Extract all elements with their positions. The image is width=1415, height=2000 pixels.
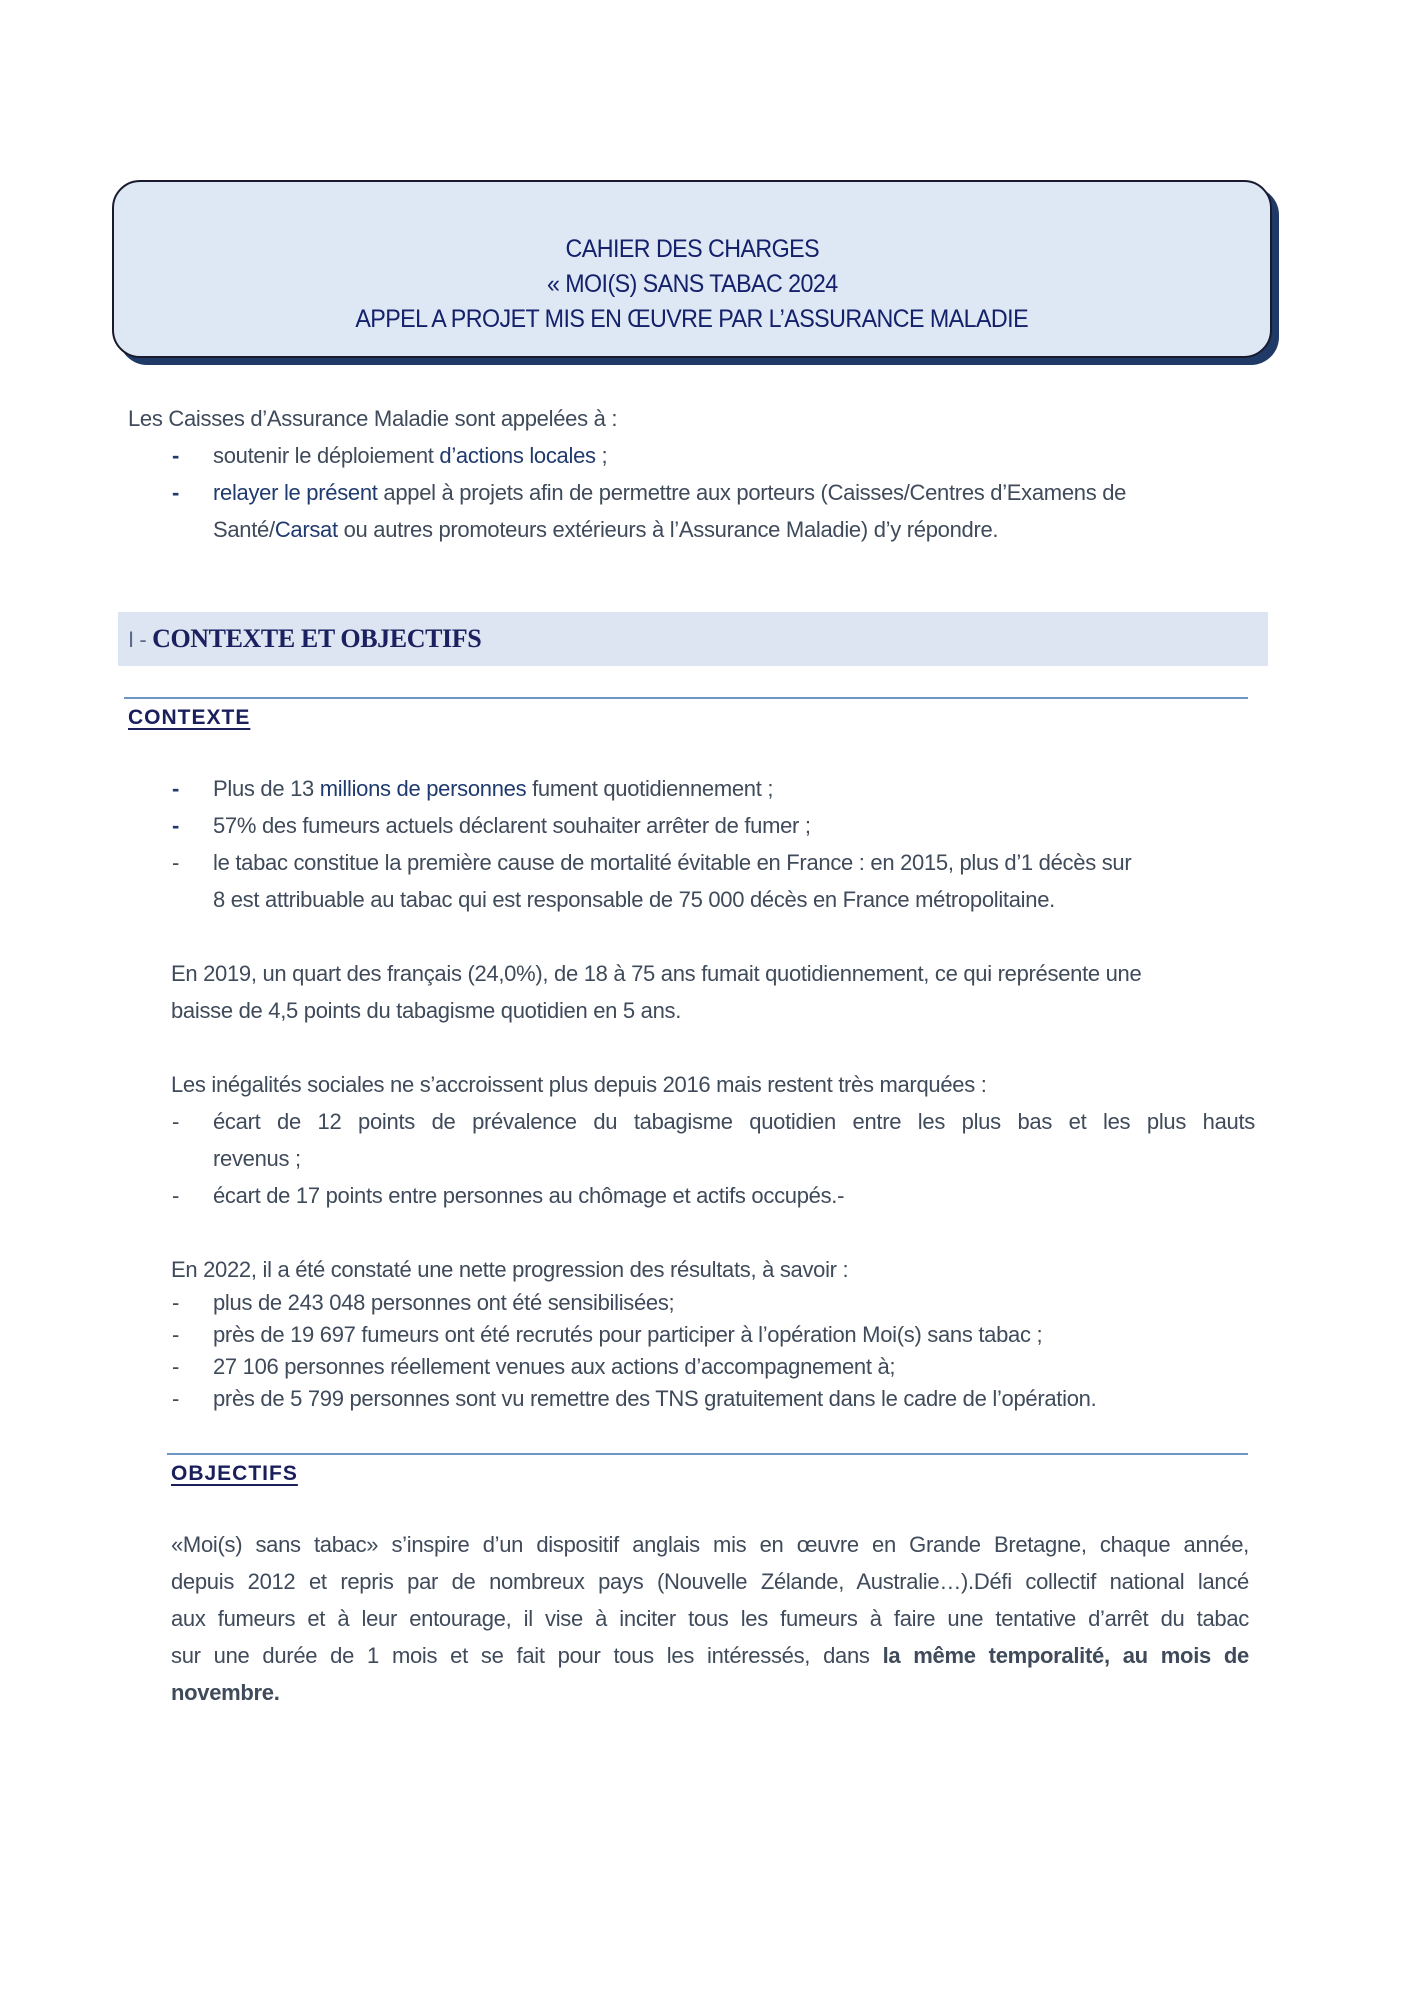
text: ; <box>595 443 608 468</box>
para-2019-line2: baisse de 4,5 points du tabagisme quotidien en 5 ans. <box>171 998 682 1023</box>
text: appel à projets afin de permettre aux porteurs (Caisses/Centres d’Examens de <box>377 480 1127 505</box>
para-2019-line1: En 2019, un quart des français (24,0%), de 18 à 75 ans fumait quotidiennement, ce qui représente une <box>171 961 1142 986</box>
text: soutenir le déploiement <box>213 443 440 468</box>
objectifs-line-2: depuis 2012 et repris par de nombreux pays (Nouvelle Zélande, Australie…).Défi collectif national lancé <box>171 1569 1249 1594</box>
intro-bullet-2-cont <box>213 511 998 548</box>
text: Plus de 13 <box>213 776 320 801</box>
title-line-3: APPEL A PROJET MIS EN ŒUVRE PAR L’ASSURANCE MALADIE <box>355 304 1029 333</box>
bullet-dash: - <box>172 480 180 505</box>
results-lead: En 2022, il a été constaté une nette progression des résultats, à savoir : <box>171 1257 849 1282</box>
text: sur une durée de 1 mois et se fait pour tous les intéressés, dans <box>171 1643 883 1668</box>
contexte-bullet-3: le tabac constitue la première cause de mortalité évitable en France : en 2015, plus d’1 décès sur <box>213 850 1132 875</box>
bullet-dash: - <box>172 813 180 838</box>
bullet-dash: - <box>172 776 180 801</box>
title-line-1: CAHIER DES CHARGES <box>565 234 819 263</box>
section-heading <box>128 620 481 659</box>
bold-text: la même temporalité, au mois de <box>882 1643 1249 1668</box>
result-3: 27 106 personnes réellement venues aux actions d’accompagnement à; <box>213 1354 896 1379</box>
bullet-dash: - <box>172 1354 180 1379</box>
contexte-bullet-1 <box>213 770 773 807</box>
divider-rule <box>167 1453 1248 1455</box>
intro-bullet-1 <box>213 437 607 474</box>
bullet-dash: - <box>172 1290 180 1315</box>
inequality-1-cont: revenus ; <box>213 1146 301 1171</box>
section-number: I - <box>128 627 153 652</box>
divider-rule <box>124 697 1248 699</box>
result-2: près de 19 697 fumeurs ont été recrutés pour participer à l’opération Moi(s) sans tabac ; <box>213 1322 1043 1347</box>
result-4: près de 5 799 personnes sont vu remettre des TNS gratuitement dans le cadre de l’opération. <box>213 1386 1097 1411</box>
inequality-1: écart de 12 points de prévalence du tabagisme quotidien entre les plus bas et les plus hauts <box>213 1109 1255 1134</box>
intro-lead: Les Caisses d’Assurance Maladie sont appelées à : <box>128 406 618 431</box>
highlight-text: millions de personnes <box>319 776 527 801</box>
intro-bullet-2 <box>213 474 1273 511</box>
bullet-dash: - <box>172 850 180 875</box>
highlight-text: d’actions locales <box>439 443 596 468</box>
objectifs-line-3: aux fumeurs et à leur entourage, il vise à inciter tous les fumeurs à faire une tentative d’arrêt du tabac <box>171 1606 1249 1631</box>
bullet-dash: - <box>172 1386 180 1411</box>
objectifs-line-5 <box>171 1674 280 1711</box>
bullet-dash: - <box>172 1322 180 1347</box>
objectifs-line-4 <box>171 1637 1249 1674</box>
text: Santé/ <box>213 517 275 542</box>
contexte-bullet-3-cont: 8 est attribuable au tabac qui est responsable de 75 000 décès en France métropolitaine. <box>213 887 1055 912</box>
text: fument quotidiennement ; <box>526 776 774 801</box>
objectifs-line-1: «Moi(s) sans tabac» s’inspire d’un dispositif anglais mis en œuvre en Grande Bretagne, chaque année, <box>171 1532 1249 1557</box>
bold-text: novembre. <box>171 1680 280 1705</box>
bullet-dash: - <box>172 1183 180 1208</box>
title-line-2: « MOI(S) SANS TABAC 2024 <box>546 269 838 298</box>
inequality-2: écart de 17 points entre personnes au chômage et actifs occupés.- <box>213 1183 845 1208</box>
highlight-text: Carsat <box>274 517 338 542</box>
contexte-bullet-2: 57% des fumeurs actuels déclarent souhaiter arrêter de fumer ; <box>213 813 811 838</box>
inequalities-lead: Les inégalités sociales ne s’accroissent plus depuis 2016 mais restent très marquées : <box>171 1072 987 1097</box>
highlight-text: relayer le présent <box>213 480 378 505</box>
contexte-heading: CONTEXTE <box>128 706 251 729</box>
bullet-dash: - <box>172 1109 180 1134</box>
title-box <box>112 180 1272 358</box>
text: ou autres promoteurs extérieurs à l’Assurance Maladie) d’y répondre. <box>337 517 999 542</box>
result-1: plus de 243 048 personnes ont été sensibilisées; <box>213 1290 675 1315</box>
bullet-dash: - <box>172 443 180 468</box>
section-title: CONTEXTE ET OBJECTIFS <box>152 624 482 653</box>
objectifs-heading: OBJECTIFS <box>171 1462 298 1485</box>
